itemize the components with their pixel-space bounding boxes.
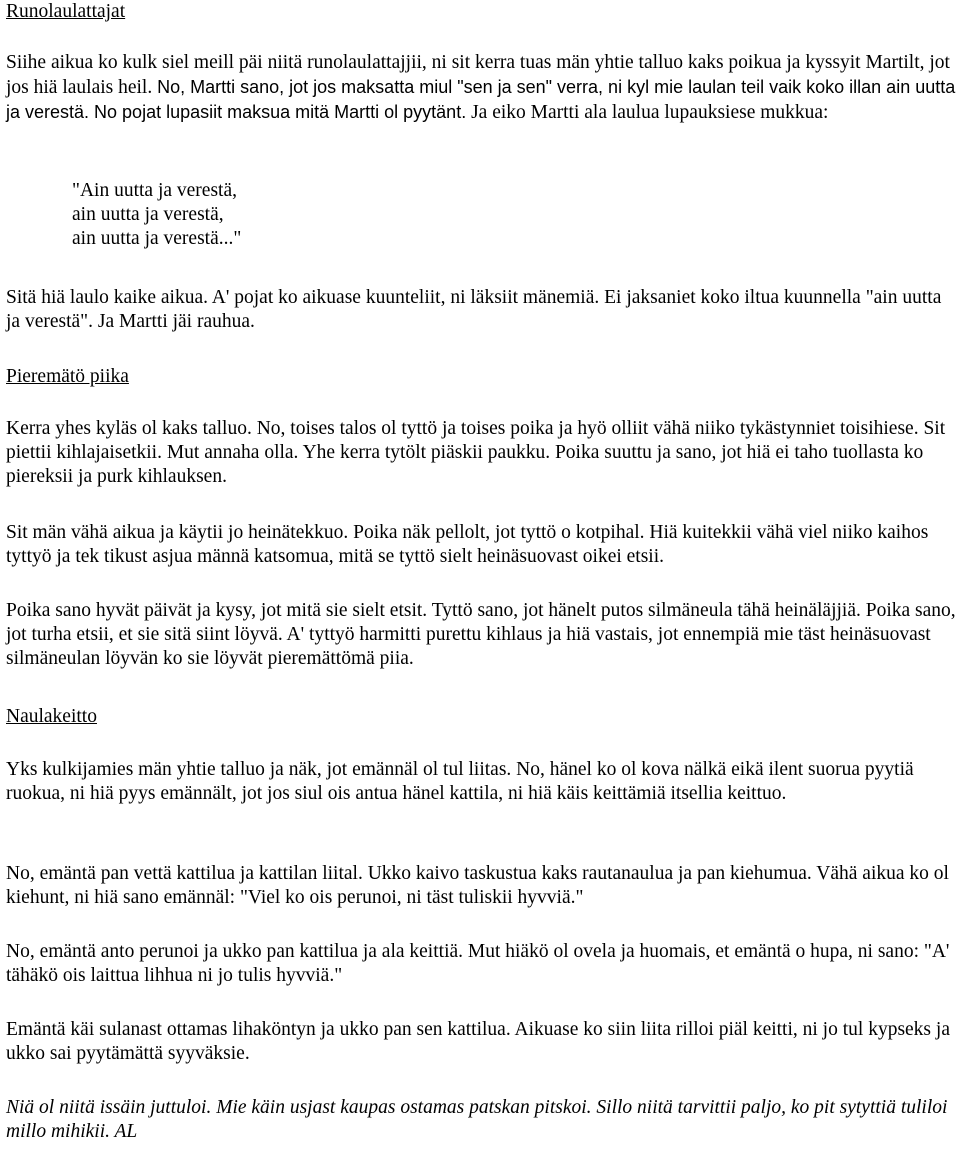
paragraph-piika-2: Sit män vähä aikua ja käytii jo heinätekkuo. Poika näk pellolt, jot tyttö o kotpihal. Hiä kuitekkii vähä viel niiko kaihos tyttyö ja tek tikust asjua männä katsomua, mitä se tyttö sielt heinäsuovast oikei etsii.	[6, 522, 929, 567]
verse-line: "Ain uutta ja verestä,	[72, 180, 237, 201]
paragraph-naulakeitto-4: Emäntä käi sulanast ottamas lihaköntyn ja ukko pan sen kattilua. Aikuase ko siin liita rilloi piäl keitti, ni jo tul kypseks ja ukko sai pyytämättä syyväksie.	[6, 1019, 950, 1064]
verse-line: ain uutta ja verestä..."	[72, 228, 242, 249]
verse-line: ain uutta ja verestä,	[72, 204, 224, 225]
closing-note: Niä ol niitä issäin juttuloi. Mie käin usjast kaupas ostamas patskan pitskoi. Sillo niitä tarvittii paljo, ko pit sytyttiä tuliloi millo mihikii. AL	[6, 1097, 948, 1142]
heading-runolaulattajat: Runolaulattajat	[6, 1, 126, 22]
heading-pieremato-piika: Pieremätö piika	[6, 366, 129, 387]
intro-part-1: Siihe aikua ko kulk siel meill päi niitä runolaulattajjii, ni sit kerra tuas män yhtie talluo kaks poikua ja kyssyit Martilt, jot jos hiä laulais heil.	[6, 52, 950, 98]
verse-block	[6, 179, 241, 251]
heading-naulakeitto: Naulakeitto	[6, 706, 97, 727]
paragraph-runolaulattajat-intro	[6, 51, 956, 125]
paragraph-runolaulattajat-outro: Sitä hiä laulo kaike aikua. A' pojat ko aikuase kuunteliit, ni läksiit mänemiä. Ei jaksaniet koko iltua kuunnella "ain uutta ja verestä". Ja Martti jäi rauhua.	[6, 287, 942, 332]
paragraph-piika-3: Poika sano hyvät päivät ja kysy, jot mitä sie sielt etsit. Tyttö sano, jot hänelt putos silmäneula tähä heinäläjjiä. Poika sano, jot turha etsii, et sie sitä siint löyvä. A' tyttyö harmitti purettu kihlaus ja hiä vastais, jot ennempiä mie täst heinäsuovast silmäneulan löyvän ko sie löyvät pieremättömä piia.	[6, 600, 956, 669]
intro-part-3: Ja eiko Martti ala laulua lupauksiese mukkua:	[466, 102, 829, 123]
paragraph-naulakeitto-2: No, emäntä pan vettä kattilua ja kattilan liital. Ukko kaivo taskustua kaks rautanaulua ja pan kiehumua. Vähä aikua ko ol kiehunt, ni hiä sano emännäl: "Viel ko ois perunoi, ni täst tuliskii hyvviä."	[6, 863, 949, 908]
paragraph-naulakeitto-1: Yks kulkijamies män yhtie talluo ja näk, jot emännäl ol tul liitas. No, hänel ko ol kova nälkä eikä ilent suorua pyytiä ruokua, ni hiä pyys emännält, jot jos siul ois antua hänel kattila, ni hiä käis keittämiä itsellia keittuo.	[6, 759, 914, 804]
intro-part-2: No, Martti sano, jot jos maksatta miul "sen ja sen" verra, ni kyl mie laulan teil vaik koko illan ain uutta ja verestä. No pojat lupasiit maksua mitä Martti ol pyytänt.	[6, 77, 956, 122]
paragraph-piika-1: Kerra yhes kyläs ol kaks talluo. No, toises talos ol tyttö ja toises poika ja hyö olliit vähä niiko tykästynniet toisihiese. Sit piettii kihlajaisetkii. Mut annaha olla. Yhe kerra tytölt piäskii paukku. Poika suuttu ja sano, jot hiä ei taho tuollasta ko piereksii ja purk kihlauksen.	[6, 418, 946, 487]
paragraph-naulakeitto-3: No, emäntä anto perunoi ja ukko pan kattilua ja ala keittiä. Mut hiäkö ol ovela ja huomais, et emäntä o hupa, ni sano: "A' tähäkö ois laittua lihhua ni jo tulis hyvviä."	[6, 941, 950, 986]
